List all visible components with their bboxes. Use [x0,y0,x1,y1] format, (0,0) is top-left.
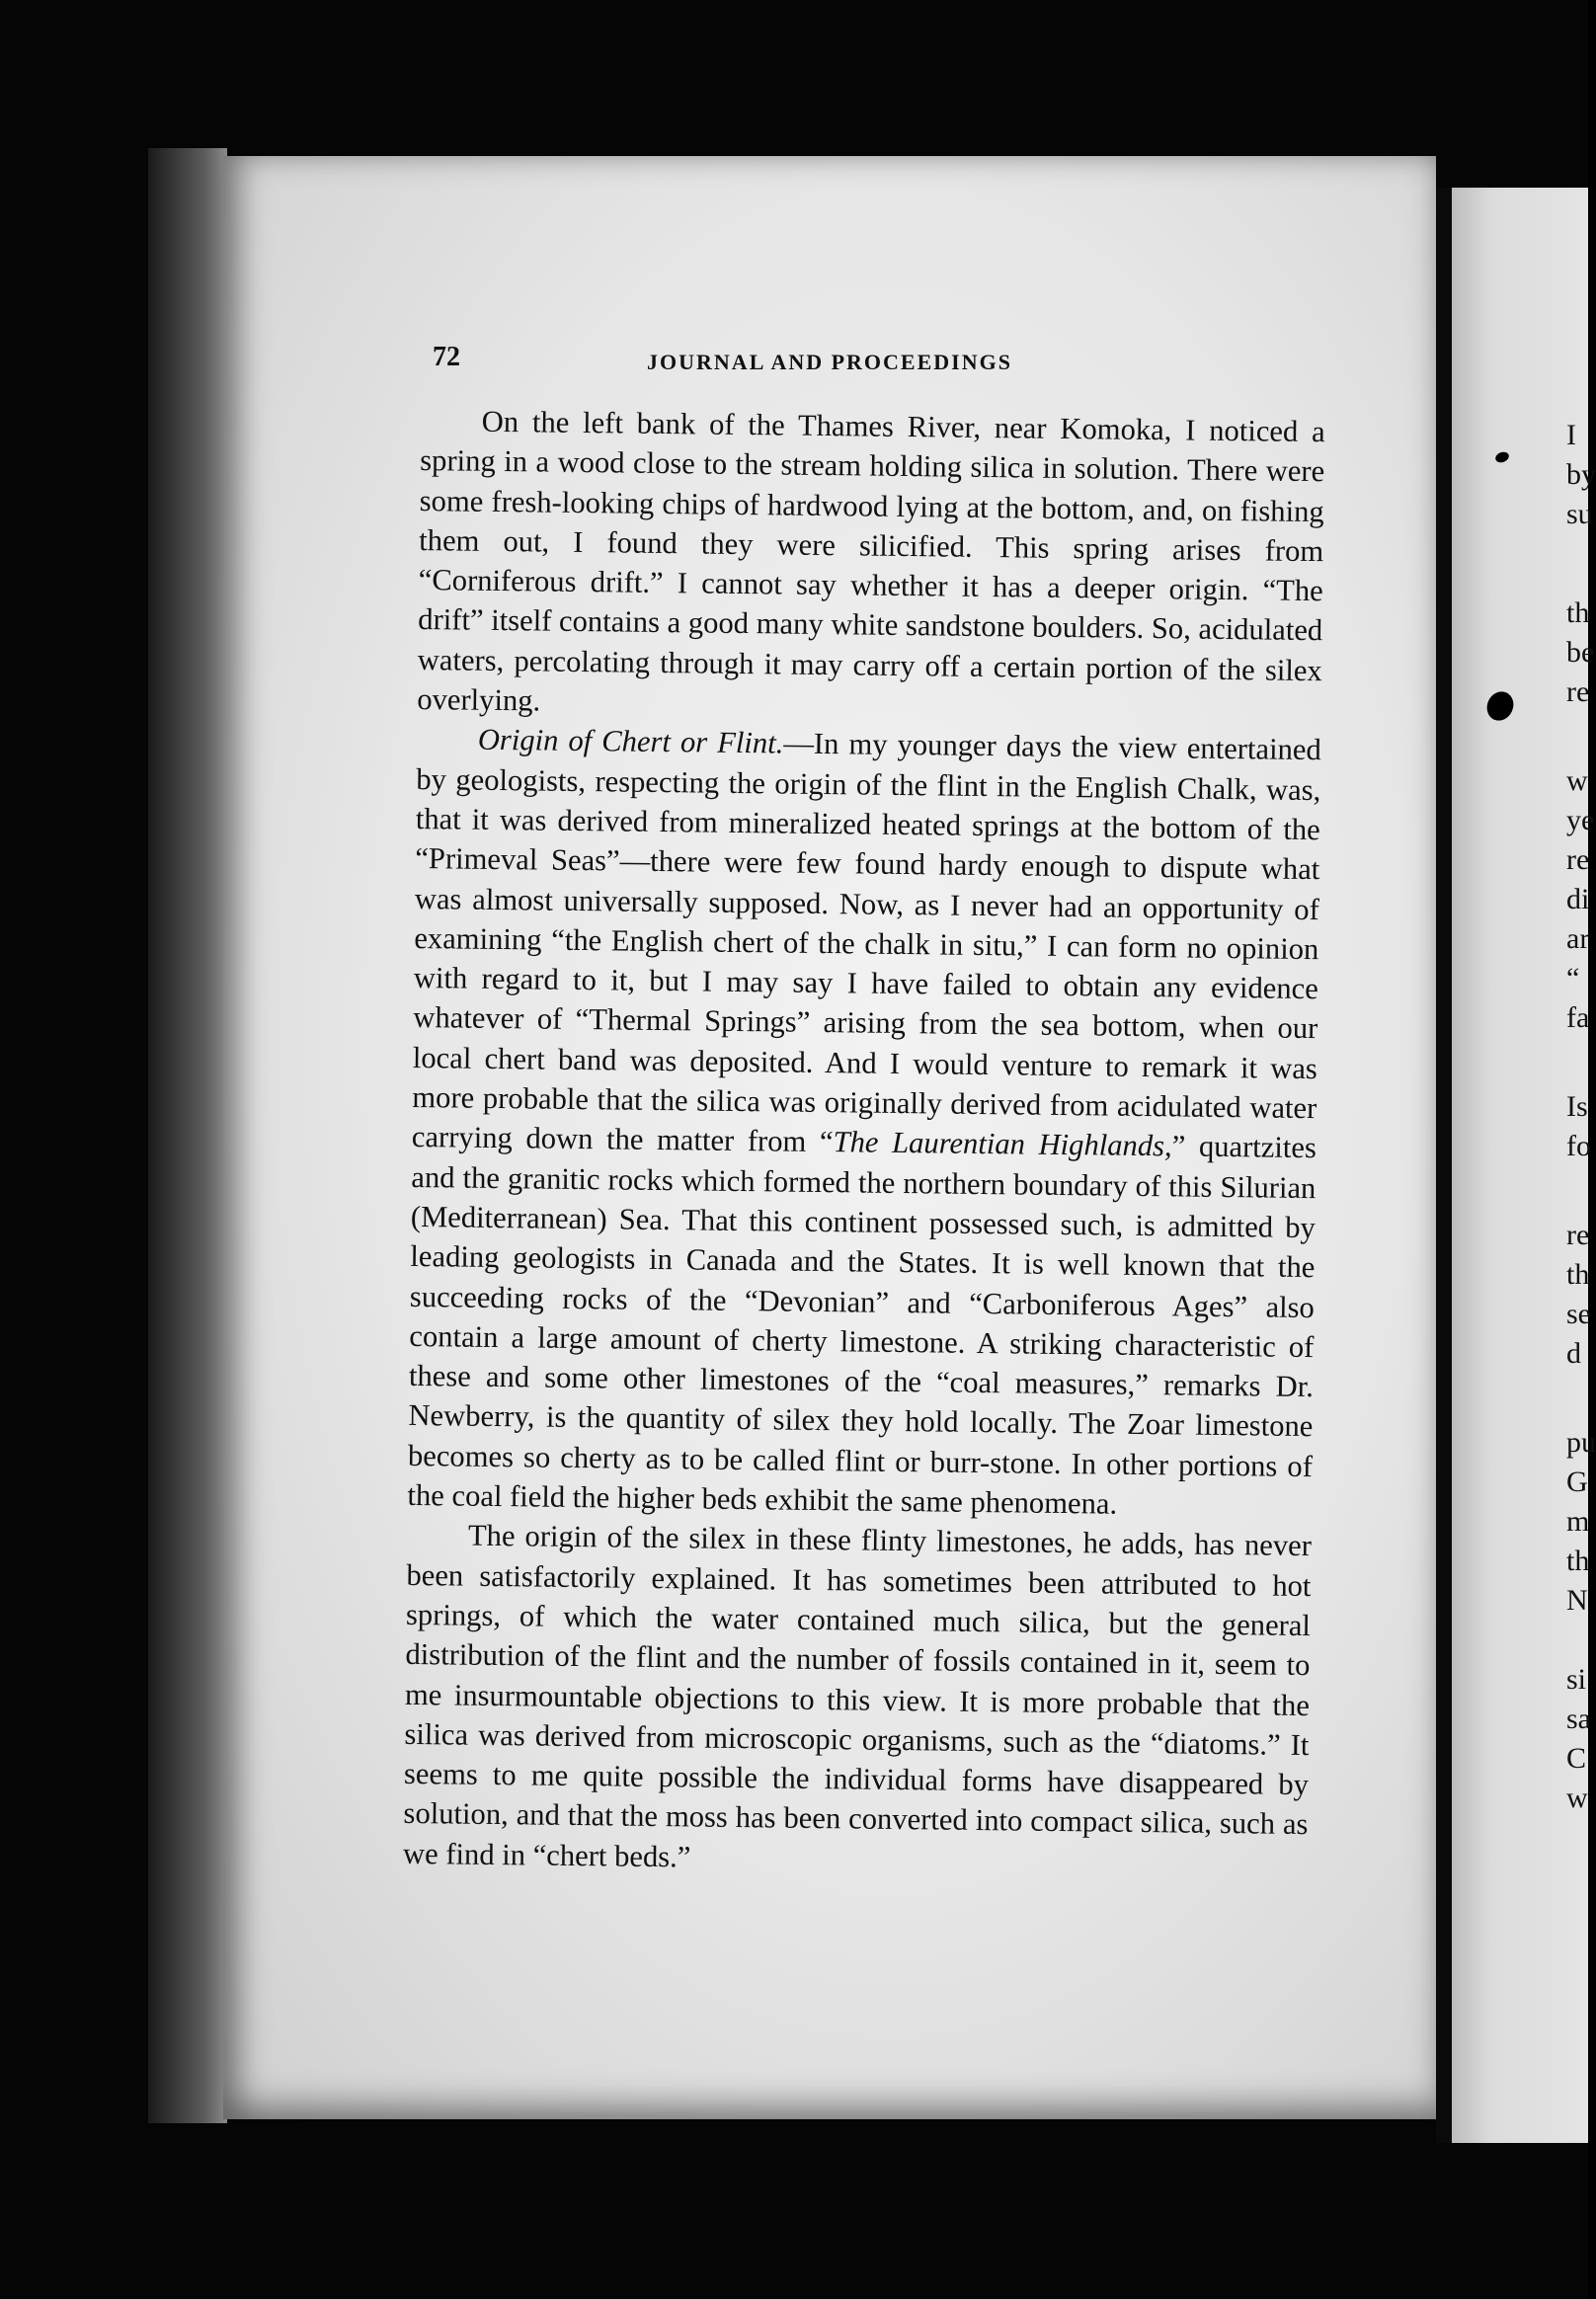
facing-page-fragment: I [1566,419,1576,451]
paragraph [407,719,1321,1526]
facing-page-fragment: ye [1566,804,1595,836]
facing-page-fragment: th [1566,1545,1590,1577]
facing-page-fragment: by [1566,458,1596,491]
facing-page-fragment: re [1566,843,1590,876]
facing-page-fragment: pu [1566,1426,1596,1459]
facing-page-fragment: d [1566,1337,1581,1370]
facing-page-fragment: th [1566,596,1590,629]
italic-phrase: The Laurentian Highlands, [833,1125,1172,1163]
book-binding-edge [148,148,227,2123]
facing-page-fragment: si [1566,1663,1587,1696]
paragraph-text: ” quartzites and the granitic rocks which formed the northern boundary of this Silurian (Mediterranean) Sea. That this continent possessed such, is admitted by leading geologists in Canada and the States. It is well known that the succeeding rocks of the “Devonian” and “Carboniferous Ages” also contain a large amount of cherty limestone. A striking characteristic of these and some other limestones of the “coal measures,” remarks Dr. Newberry, is the quantity of silex they hold locally. The Zoar limestone becomes so cherty as to be called flint or burr-stone. In other portions of the coal field the higher beds exhibit the same phenomena. [407,1129,1317,1521]
facing-page-fragment: fo [1566,1130,1591,1162]
facing-page-fragment: Is [1566,1090,1588,1123]
facing-page-fragment: G [1566,1466,1588,1498]
facing-page-fragment: fa [1566,1001,1590,1034]
paragraph [417,401,1325,731]
book-page [223,156,1436,2119]
page-number: 72 [433,342,460,372]
facing-page-fragment: C [1566,1742,1587,1775]
facing-page-fragment: di [1566,883,1590,915]
facing-page-fragment: be [1566,636,1595,669]
facing-page-fragment: N [1566,1584,1588,1617]
facing-page-fragment: re [1566,1219,1590,1251]
section-heading: Origin of Chert or Flint. [477,723,784,760]
facing-page-fragment: th [1566,1258,1590,1291]
facing-page-fragment: m [1566,1505,1590,1538]
facing-page-fragment: su [1566,498,1593,530]
facing-page-fragment: ar [1566,922,1590,955]
paragraph [403,1515,1312,1884]
body-text [403,401,1325,1884]
facing-page-fragment: sa [1566,1703,1591,1735]
facing-page-fragment: w [1566,1782,1588,1814]
facing-page-fragment: “ [1566,962,1580,994]
running-head: JOURNAL AND PROCEEDINGS [647,350,1012,374]
facing-page-fragment: re [1566,675,1590,708]
facing-page-edge [1452,188,1596,2143]
paragraph-text: The origin of the silex in these flinty limestones, he adds, has never been satisfactorily explained. It has sometimes been attributed to hot springs, of which the water contained much silica, but the general distribution of the flint and the number of fossils contained in it, seem to me insurmountable objections to this view. It is more probable that the silica was derived from microscopic organisms, such as the “diatoms.” It seems to me quite possible the individual forms have disappeared by solution, and that the moss has been converted into compact silica, such as we find in “chert beds.” [402,1518,1313,1874]
facing-page-fragment: w [1566,764,1588,797]
paragraph-text: On the left bank of the Thames River, near Komoka, I noticed a spring in a wood close to the stream holding silica in solution. There were some fresh-looking chips of hardwood lying at the bottom, and, on fishing them out, I found they were silicified. This spring arises from “Corniferous drift.” I cannot say whether it has a deeper origin. “The drift” itself contains a good many white sandstone boulders. So, acidulated waters, percolating through it may carry off a certain portion of the silex overlying. [417,404,1325,718]
page-gutter [1436,188,1452,2143]
paragraph-text: —In my younger days the view entertained by geologists, respecting the origin of the flint in the English Chalk, was, that it was derived from mineralized heated springs at the bottom of the “Primeval Seas”—there were few found hardy enough to dispute what was almost universally supposed. Now, as I never had an opportunity of examining “the English chert of the chalk in situ,” I can form no opinion with regard to it, but I may say I have failed to obtain any evidence whatever of “Thermal Springs” arising from the sea bottom, when our local chert band was deposited. And I would venture to remark it was more probable that the silica was originally derived from acidulated water carrying down the matter from “ [411,726,1321,1159]
facing-page-fragment: se [1566,1298,1591,1330]
